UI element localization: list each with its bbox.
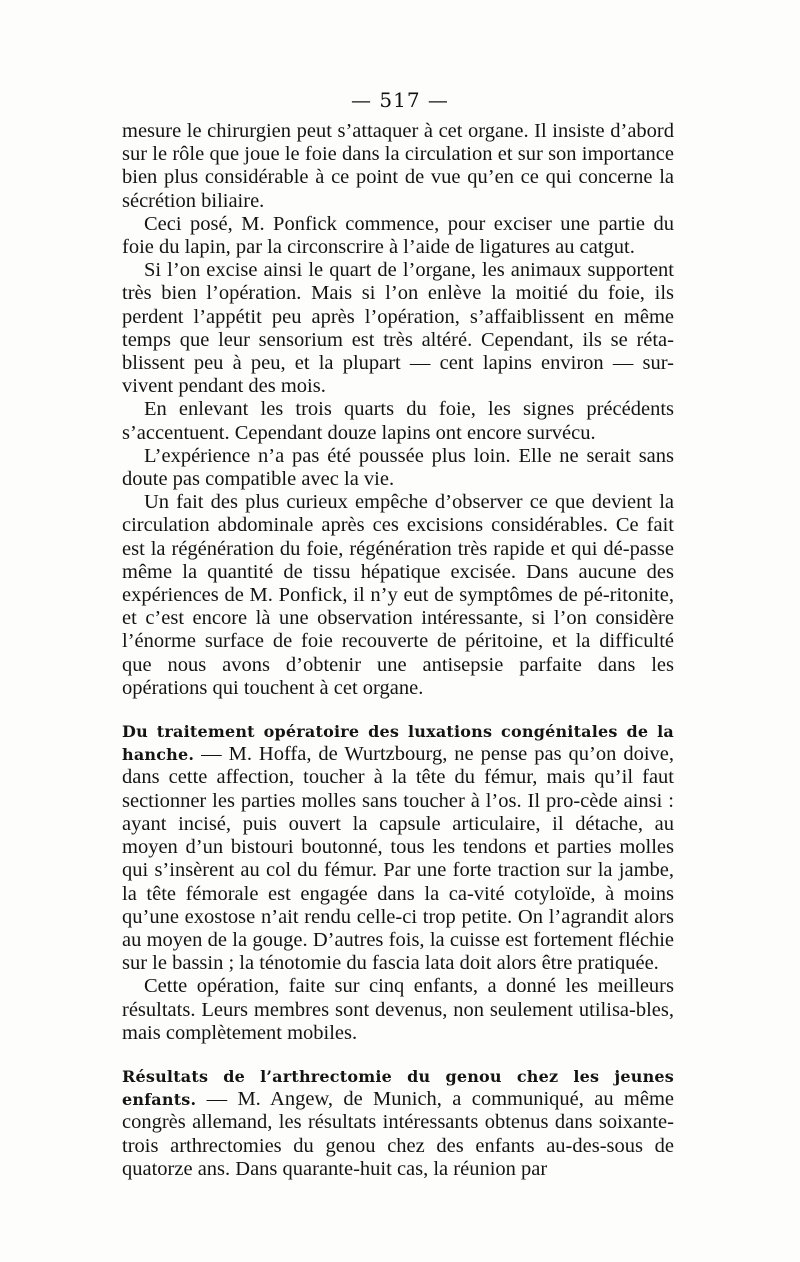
section-heading-hip: Du traitement opératoire des luxations congénitales de la hanche. [122, 722, 674, 765]
paragraph-quarter-excision: Si l’on excise ainsi le quart de l’organe, les animaux supportent très bien l’opération. Mais si l’on enlève la moitié du foie, ils perdent l’appétit peu après l’opération, s’affaiblissent en même temps que leur sensorium est très altéré. Cependant, ils se réta-blissent peu à peu, et la plupart — cent lapins environ — sur-vivent pendant des mois. [122, 259, 674, 398]
section-body-knee: — M. Angew, de Munich, a communiqué, au même congrès allemand, les résultats intéressants obtenus dans soixante-trois arthrectomies du genou chez des enfants au-des-sous de quatorze ans. Dans quarante-huit cas, la réunion par [122, 1088, 674, 1180]
page-number: — 517 — [351, 88, 449, 112]
paragraph-hip-results: Cette opération, faite sur cinq enfants, a donné les meilleurs résultats. Leurs membres sont devenus, non seulement utilisa-bles, mais complètement mobiles. [122, 975, 674, 1044]
paragraph-three-quarters: En enlevant les trois quarts du foie, les signes précédents s’accentuent. Cependant douze lapins ont encore survécu. [122, 398, 674, 444]
paragraph-ponfick-method: Ceci posé, M. Ponfick commence, pour exciser une partie du foie du lapin, par la circonscrire à l’aide de ligatures au catgut. [122, 212, 674, 259]
paragraph-regeneration: Un fait des plus curieux empêche d’observer ce que devient la circulation abdominale après ces excisions considérables. Ce fait est la régénération du foie, régénération très rapide et qui dé-passe même la quantité de tissu hépatique excisée. Dans aucune des expériences de M. Ponfick, il n’y eut de symptômes de pé-ritonite, et c’est encore là une observation intéressante, si l’on considère l’énorme surface de foie recouverte de péritoine, et la difficulté que nous avons d’obtenir une antisepsie parfaite dans les opérations qui touchent à cet organe. [122, 491, 674, 699]
paragraph-continuation: mesure le chirurgien peut s’attaquer à cet organe. Il insiste d’abord sur le rôle que joue le foie dans la circulation et sur son importance bien plus considérable à ce point de vue qu’en ce qui concerne la sécrétion biliaire. [122, 120, 674, 212]
section-knee-arthrectomy [122, 1065, 674, 1181]
section-heading-knee: Résultats de l’arthrectomie du genou chez les jeunes enfants. [122, 1066, 674, 1110]
section-body-hip: — M. Hoffa, de Wurtzbourg, ne pense pas qu’on doive, dans cette affection, toucher à la tête du fémur, mais qu’il faut sectionner les parties molles sans toucher à l’os. Il pro-cède ainsi : ayant incisé, puis ouvert la capsule articulaire, il détache, au moyen d’un bistouri boutonné, tous les tendons et parties molles qui s’insèrent au col du fémur. Par une forte traction sur la jambe, la tête fémorale est engagée dans la ca-vité cotyloïde, à moins qu’une exostose n’ait rendu celle-ci trop petite. On l’agrandit alors au moyen de la gouge. D’autres fois, la cuisse est fortement fléchie sur le bassin ; la ténotomie du fascia lata doit alors être pratiquée. [122, 743, 674, 975]
body-text [122, 120, 674, 1181]
paragraph-experiment-limit: L’expérience n’a pas été poussée plus loin. Elle ne serait sans doute pas compatible avec la vie. [122, 444, 674, 491]
section-hip-luxation [122, 720, 674, 975]
